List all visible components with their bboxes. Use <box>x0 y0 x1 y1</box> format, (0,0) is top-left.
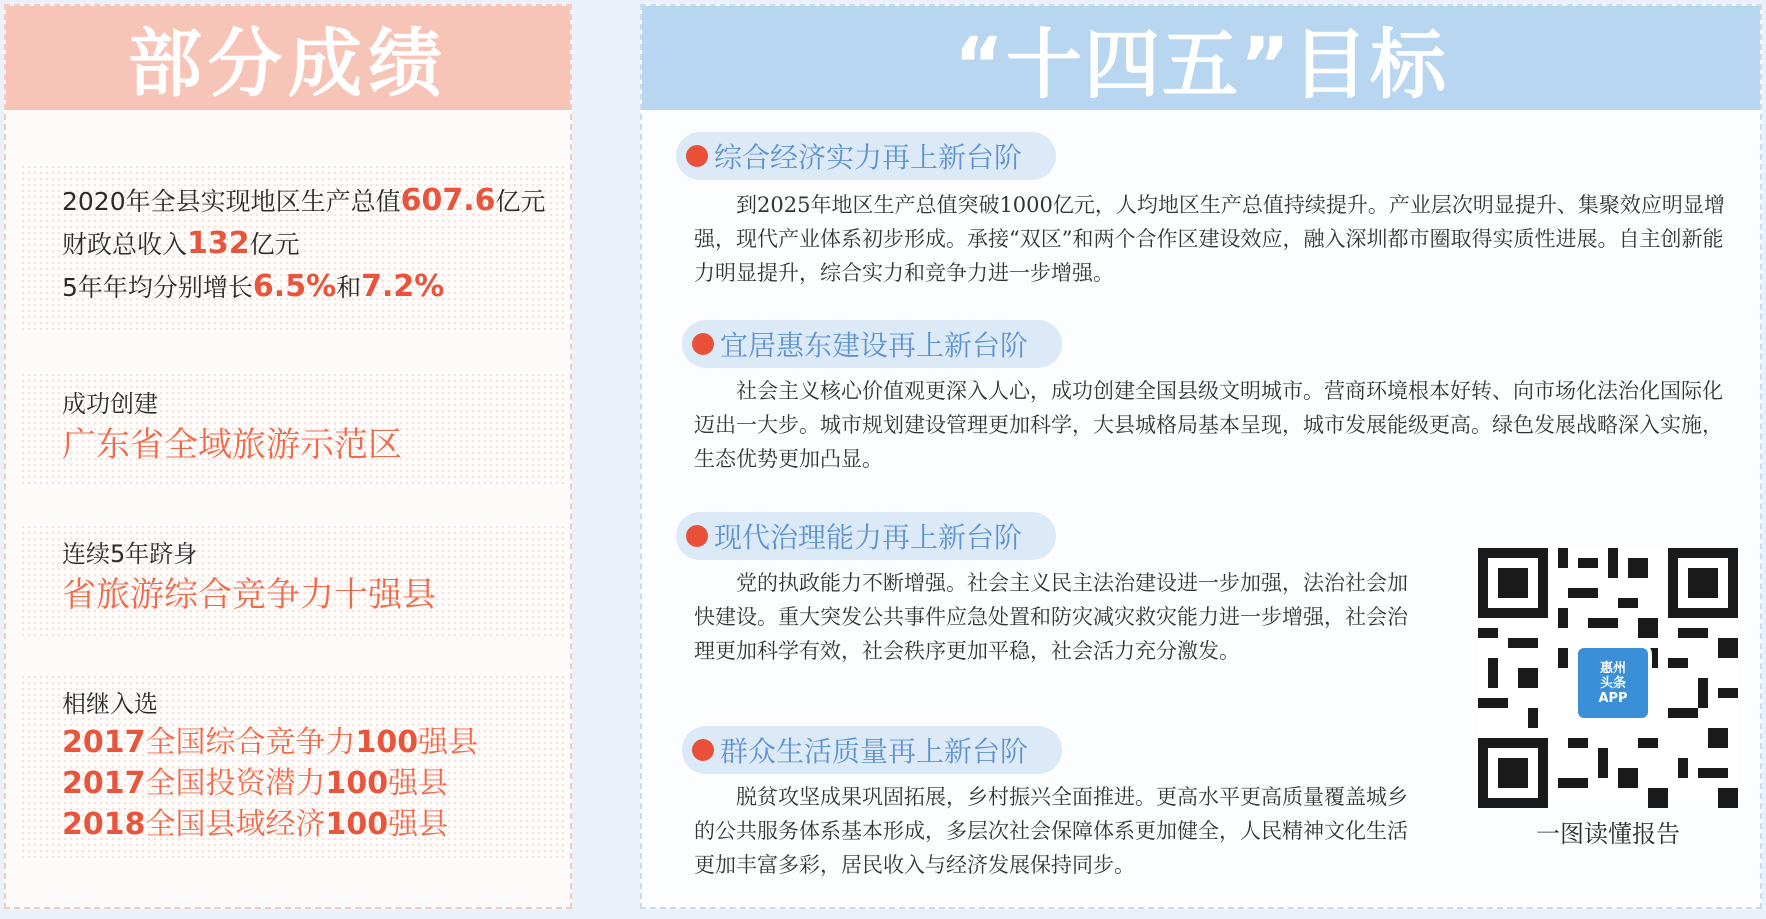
ranking-item <box>62 763 566 804</box>
bullet-icon <box>692 333 714 355</box>
ranking-year: 2018 <box>62 807 146 842</box>
bullet-icon <box>686 525 708 547</box>
growth-value-1: 6.5% <box>252 269 337 304</box>
goals-title: “十四五”目标 <box>954 19 1448 109</box>
app-logo-icon <box>1574 644 1652 722</box>
ranking-num: 100 <box>355 725 419 760</box>
tourism-demo-label: 成功创建 <box>62 390 158 418</box>
ranking-year: 2017 <box>62 725 146 760</box>
growth-text: 5年年均分别增长 <box>62 273 253 302</box>
goals-header <box>642 6 1760 110</box>
tourism-top10-block <box>20 524 566 636</box>
tourism-demo-block <box>20 372 566 486</box>
growth-and: 和 <box>336 273 362 302</box>
ranking-text: 全国县域经济 <box>145 807 326 842</box>
ranking-item <box>62 722 566 763</box>
achievements-header <box>6 6 570 110</box>
gdp-block <box>20 164 566 334</box>
gdp-unit: 亿元 <box>495 187 546 216</box>
ranking-suffix: 强县 <box>388 766 449 801</box>
ranking-suffix: 强县 <box>388 807 449 842</box>
growth-line <box>62 266 566 309</box>
app-logo-text-1: 惠州 <box>1599 660 1626 676</box>
rankings-label: 相继入选 <box>62 690 158 718</box>
gdp-text: 2020年全县实现地区生产总值 <box>62 187 401 216</box>
section-livelihood-body: 脱贫攻坚成果巩固拓展，乡村振兴全面推进。更高水平更高质量覆盖城乡的公共服务体系基本形成，多层次社会保障体系更加健全，人民精神文化生活更加丰富多彩，居民收入与经济发展保持同步。 <box>694 785 1408 877</box>
section-livable-title: 宜居惠东建设再上新台阶 <box>720 329 1029 362</box>
bullet-icon <box>692 739 714 761</box>
section-livelihood-title: 群众生活质量再上新台阶 <box>720 735 1029 768</box>
ranking-item <box>62 804 566 845</box>
app-logo-text-2: 头条 <box>1599 675 1626 691</box>
section-livable-body: 社会主义核心价值观更深入人心，成功创建全国县级文明城市。营商环境根本好转、向市场化法治化国际化迈出一大步。城市规划建设管理更加科学，大县城格局基本呈现，城市发展能级更高。绿色发展战略深入实施，生态优势更加凸显。 <box>694 379 1723 471</box>
tourism-top10-label: 连续5年跻身 <box>62 540 198 568</box>
app-logo-text-3: APP <box>1598 690 1628 706</box>
section-economy-body: 到2025年地区生产总值突破1000亿元，人均地区生产总值持续提升。产业层次明显提升、集聚效应明显增强，现代产业体系初步形成。承接“双区”和两个合作区建设效应，融入深圳都市圈取得实质性进展。自主创新能力明显提升，综合实力和竞争力进一步增强。 <box>694 193 1725 285</box>
section-governance-header <box>676 512 1056 560</box>
ranking-suffix: 强县 <box>418 725 479 760</box>
gdp-line <box>62 180 566 223</box>
achievements-title: 部分成绩 <box>128 21 448 107</box>
ranking-num: 100 <box>325 807 389 842</box>
tourism-top10-title: 省旅游综合竞争力十强县 <box>62 575 436 615</box>
revenue-value: 132 <box>187 226 250 261</box>
growth-value-2: 7.2% <box>361 269 445 304</box>
section-livable-header <box>682 320 1062 368</box>
ranking-text: 全国投资潜力 <box>145 766 326 801</box>
rankings-block <box>20 674 566 860</box>
achievements-panel <box>4 4 572 909</box>
section-economy-header <box>676 132 1056 180</box>
revenue-line <box>62 223 566 266</box>
ranking-num: 100 <box>325 766 389 801</box>
qr-block <box>1478 548 1738 849</box>
revenue-text: 财政总收入 <box>62 230 188 259</box>
section-economy-title: 综合经济实力再上新台阶 <box>714 141 1023 174</box>
section-governance-title: 现代治理能力再上新台阶 <box>714 521 1023 554</box>
section-livelihood-header <box>682 726 1062 774</box>
bullet-icon <box>686 145 708 167</box>
qr-caption: 一图读懂报告 <box>1536 820 1680 848</box>
ranking-year: 2017 <box>62 766 146 801</box>
tourism-demo-title: 广东省全域旅游示范区 <box>62 425 402 465</box>
ranking-text: 全国综合竞争力 <box>145 725 356 760</box>
qr-code[interactable] <box>1478 548 1738 808</box>
revenue-unit: 亿元 <box>249 230 300 259</box>
section-governance-body: 党的执政能力不断增强。社会主义民主法治建设进一步加强，法治社会加快建设。重大突发公共事件应急处置和防灾减灾救灾能力进一步增强，社会治理更加科学有效，社会秩序更加平稳，社会活力充分激发。 <box>694 571 1408 663</box>
gdp-value: 607.6 <box>400 183 496 218</box>
